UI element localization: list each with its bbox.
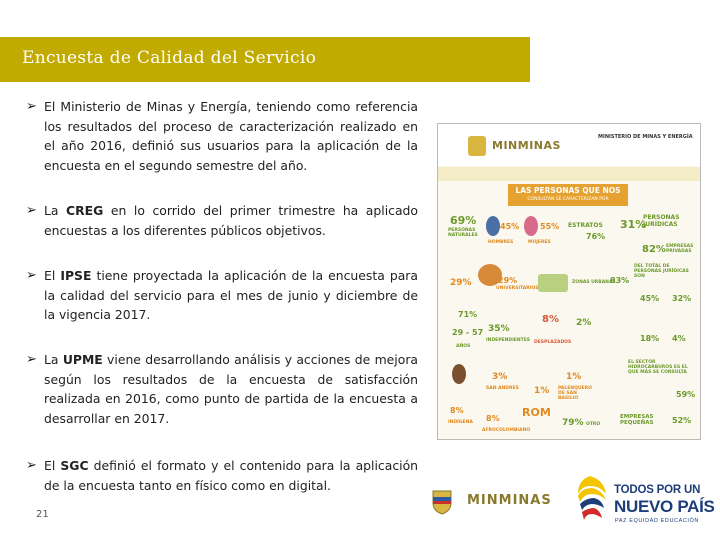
- stat-palenquero: 1%: [566, 372, 582, 382]
- page-number: 21: [36, 509, 49, 520]
- stat-personas-naturales: 69%: [450, 214, 477, 227]
- stat-right-52: 52%: [672, 416, 692, 425]
- lbl-desplazados: DESPLAZADOS: [534, 340, 572, 345]
- stat-discapacidad: 2%: [576, 318, 592, 328]
- slide-title: Encuesta de Calidad del Servicio: [22, 48, 317, 68]
- lbl-independientes: INDEPENDIENTES: [486, 338, 531, 343]
- arrow-bullet-icon: ➢: [26, 458, 37, 473]
- lbl-universitarios: UNIVERSITARIOS: [496, 286, 539, 291]
- infographic-banner: [508, 184, 628, 206]
- city-icon: [538, 274, 568, 292]
- stat-afro: 3%: [492, 372, 508, 382]
- lbl-empresas: EMPRESAS PRIVADAS: [666, 244, 694, 254]
- lbl-edad: AÑOS: [456, 344, 471, 349]
- coat-of-arms-icon: [427, 487, 457, 515]
- lbl-pequenas: EMPRESAS PEQUEÑAS: [620, 414, 654, 426]
- lbl-pequenas-info: EL SECTOR HIDROCARBUROS ES EL QUE MÁS SE CONSULTA: [628, 360, 688, 375]
- infographic-strip: [438, 167, 700, 181]
- lbl-afrocolombiano: AFROCOLOMBIANO: [482, 428, 531, 433]
- bullet-item-ipse: [26, 266, 418, 325]
- bullet-item-minminas: [26, 97, 418, 175]
- banner-title: LAS PERSONAS QUE NOS: [515, 186, 621, 195]
- todos-por-un-nuevo-pais-logo: [570, 470, 715, 532]
- afro-person-icon: [452, 364, 466, 384]
- stat-raizal: 1%: [534, 386, 550, 396]
- infographic-brand: MINMINAS: [492, 139, 561, 152]
- stat-right-18: 18%: [640, 334, 660, 343]
- stat-desplazados: 8%: [542, 314, 559, 325]
- arrow-bullet-icon: ➢: [26, 203, 37, 218]
- stat-edad: 71%: [458, 310, 478, 319]
- infographic-header: [438, 124, 700, 166]
- lbl-total: DEL TOTAL DE PERSONAS JURÍDICAS SON: [634, 264, 689, 279]
- lbl-otro: OTRO: [586, 422, 601, 427]
- todos-line1: TODOS POR UN: [614, 484, 701, 496]
- arrow-bullet-icon: ➢: [26, 99, 37, 114]
- stat-otro: 79%: [562, 418, 584, 428]
- lbl-estratos: ESTRATOS: [568, 222, 603, 229]
- stat-independientes: 35%: [488, 324, 510, 334]
- stat-afrocolombiano: 8%: [486, 414, 500, 423]
- stat-zonas-urbanas: 83%: [610, 276, 630, 285]
- colombia-brushstroke-icon: [570, 472, 614, 530]
- minminas-logo: [427, 485, 552, 515]
- stat-universitarios: 29%: [450, 278, 472, 288]
- bullet-item-sgc: [26, 456, 418, 495]
- stat-edad-range: 29 - 57: [452, 328, 484, 337]
- stat-right-59: 59%: [676, 390, 696, 399]
- lbl-juridicas: PERSONAS JURÍDICAS: [643, 214, 680, 228]
- lbl-zonas-urbanas: ZONAS URBANAS: [572, 280, 616, 285]
- todos-line3: PAZ EQUIDAD EDUCACIÓN: [615, 518, 700, 524]
- stat-mujeres: 55%: [540, 222, 560, 231]
- stat-juridicas: 31%: [620, 218, 647, 231]
- bullet-text: El SGC definió el formato y el contenido para la aplicación de la encuesta tanto en físico como en digital.: [44, 458, 419, 493]
- lbl-afro: SAN ANDRES: [486, 386, 519, 391]
- stat-universitarios-b: 29%: [498, 276, 518, 285]
- stat-empresas: 82%: [642, 244, 666, 255]
- arrow-bullet-icon: ➢: [26, 352, 37, 367]
- todos-line2: NUEVO PAÍS: [614, 497, 715, 516]
- bullet-text: El Ministerio de Minas y Energía, teniendo como referencia los resultados del proceso de caracterización realizado en el año 2016, definió sus usuarios para la aplicación de la encuesta en el segundo semestre del año.: [44, 99, 418, 173]
- lbl-rom: ROM: [522, 406, 551, 419]
- minminas-logo-text: MINMINAS: [467, 493, 552, 508]
- infographic-ministry: MINISTERIO DE MINAS Y ENERGÍA: [598, 134, 693, 140]
- stat-indigena: 8%: [450, 406, 464, 415]
- stat-right-45: 45%: [640, 294, 660, 303]
- stat-estratos: 76%: [586, 232, 606, 241]
- arrow-bullet-icon: ➢: [26, 268, 37, 283]
- lbl-palenquero: PALENQUERO DE SAN BASILIO: [558, 386, 592, 401]
- infographic: [437, 123, 701, 440]
- stat-right-32: 32%: [672, 294, 692, 303]
- crest-icon: [468, 136, 486, 156]
- bullet-item-upme: [26, 350, 418, 428]
- lbl-hombres: HOMBRES: [488, 240, 514, 245]
- man-icon: [486, 216, 500, 236]
- stat-right-4: 4%: [672, 334, 686, 343]
- lbl-mujeres: MUJERES: [528, 240, 551, 245]
- stat-hombres: 45%: [500, 222, 520, 231]
- woman-icon: [524, 216, 538, 236]
- bullet-text: La UPME viene desarrollando análisis y acciones de mejora según los resultados de la encuesta de satisfacción realizada en 2016, como punto de partida de la encuesta a desarrollar en 2017.: [44, 352, 419, 426]
- bullet-text: El IPSE tiene proyectada la aplicación de la encuesta para la calidad del servicio para el mes de junio y diciembre de la vigencia 2017.: [44, 268, 418, 322]
- bullet-item-creg: [26, 201, 418, 240]
- bullet-text: La CREG en lo corrido del primer trimestre ha aplicado encuestas a los diferentes públicos objetivos.: [44, 203, 419, 238]
- lbl-personas-naturales: PERSONAS NATURALES: [448, 228, 478, 238]
- lbl-indigena: INDÍGENA: [448, 420, 473, 425]
- banner-subtitle: CONSULTAN SE CARACTERIZAN POR: [527, 197, 609, 202]
